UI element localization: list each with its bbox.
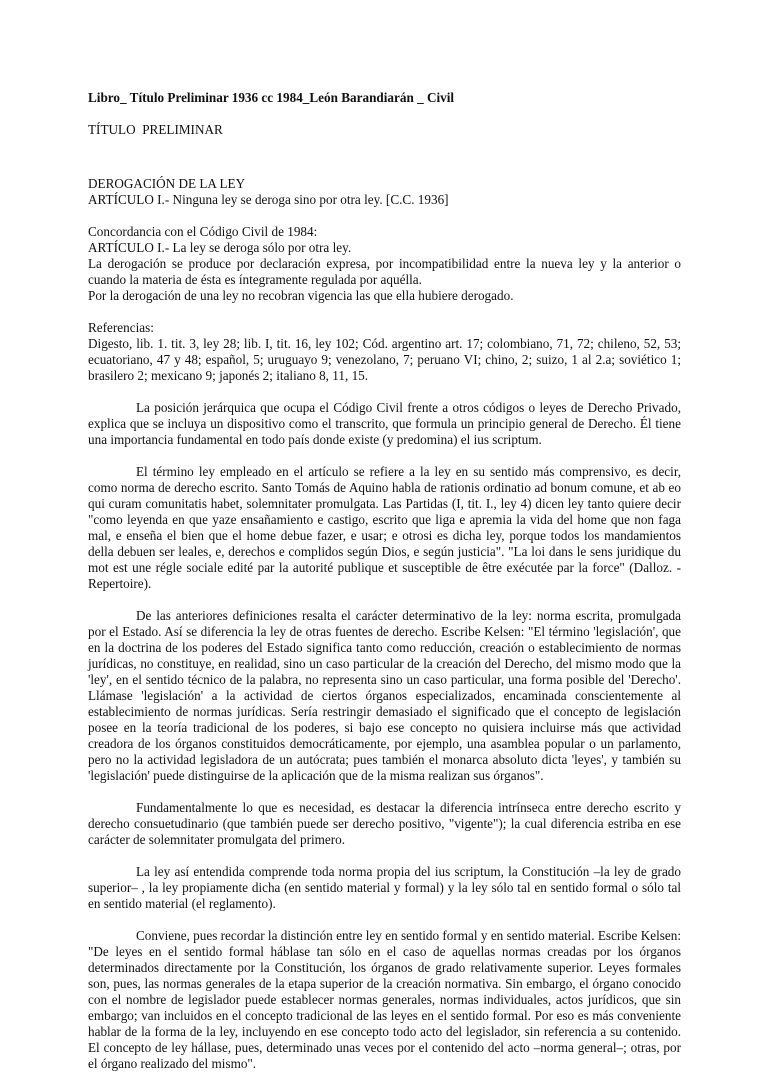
paragraph: De las anteriores definiciones resalta el carácter determinativo de la ley: norma escrita, promulgada por el Estado. Así se diferencia la ley de otras fuentes de derecho. Escribe Kelsen: "El término 'legislación', que en la doctrina de los poderes del Estado significa tanto como reducción, creación o establecimiento de normas jurídicas, no constituye, en realidad, sino un caso particular de la creación del Derecho, del mismo modo que la 'ley', en el sentido técnico de la palabra, no representa sino un caso particular, una forma posible del 'Derecho'. Llámase 'legislación' a la actividad de ciertos órganos especializados, encaminada conscientemente al establecimiento de normas jurídicas. Sería restringir demasiado el significado que el concepto de legislación posee en la teoría tradicional de los poderes, si bajo ese concepto no quisiera incluirse más que actividad creadora de los órganos constituidos democráticamente, por ejemplo, una asamblea popular o un parlamento, pero no la actividad legisladora de un autócrata; pues también el monarca absoluto dicta 'leyes', y también su 'legislación' puede distinguirse de la aplicación que de la misma realizan sus órganos". [88,608,681,783]
article-1936: ARTÍCULO I.- Ninguna ley se deroga sino por otra ley. [C.C. 1936] [88,192,449,207]
concordancia-line-1: La derogación se produce por declaración expresa, por incompatibilidad entre la nueva ley y la anterior o cuando la materia de ésta es íntegramente regulada por aquélla. [88,256,681,287]
paragraph: Fundamentalmente lo que es necesidad, es destacar la diferencia intrínseca entre derecho escrito y derecho consuetudinario (que también puede ser derecho positivo, "vigente"); la cual diferencia estriba en ese carácter de solemnitater promulgata del primero. [88,800,681,847]
concordancia-label: Concordancia con el Código Civil de 1984: [88,224,318,239]
paragraph: Conviene, pues recordar la distinción entre ley en sentido formal y en sentido material. Escribe Kelsen: "De leyes en el sentido formal háblase tan sólo en el caso de aquellas normas creadas por los órganos determinados directamente por la Constitución, los órganos de grado relativamente superior. Leyes formales son, pues, las normas generales de la etapa superior de la creación normativa. Sin embargo, el órgano conocido con el nombre de legislador puede establecer normas generales, normas individuales, actos jurídicos, que sin embargo; van incluidos en el concepto tradicional de las leyes en el sentido formal. Por eso es más conveniente hablar de la forma de la ley, incluyendo en ese concepto todo acto del legislador, sin referencia a su contenido. El concepto de ley hállase, pues, determinado unas veces por el contenido del acto –norma general–; otras, por el órgano realizado del mismo". [88,928,681,1071]
referencias-text: Digesto, lib. 1. tit. 3, ley 28; lib. I, tit. 16, ley 102; Cód. argentino art. 17; colombiano, 71, 72; chileno, 52, 53; ecuatoriano, 47 y 48; español, 5; uruguayo 9; venezolano, 7; peruano VI; chino, 2; suizo, 1 al 2.a; soviético 1; brasilero 2; mexicano 9; japonés 2; italiano 8, 11, 15. [88,336,681,383]
document-heading: TÍTULO PRELIMINAR [88,122,223,137]
section-heading: DEROGACIÓN DE LA LEY [88,176,246,191]
referencias-label: Referencias: [88,320,154,335]
document-page [88,90,681,1088]
paragraph: La ley así entendida comprende toda norma propia del ius scriptum, la Constitución –la ley de grado superior– , la ley propiamente dicha (en sentido material y formal) y la ley sólo tal en sentido formal o sólo tal en sentido material (el reglamento). [88,864,681,911]
paragraph: El término ley empleado en el artículo se refiere a la ley en su sentido más comprensivo, es decir, como norma de derecho escrito. Santo Tomás de Aquino habla de rationis ordinatio ad bonum comune, et ab eo qui curam comunitatis habet, solemnitater promulgata. Las Partidas (I, tit. I., ley 4) dicen ley tanto quiere decir "como leyenda en que yaze ensañamiento e castigo, escrito que liga e apremia la vida del home que non faga mal, e enseña el bien que el home debue fazer, e usar; e otrosi es dicha ley, porque todos los mandamientos della debuen ser leales, e, derechos e complidos según Dios, e según justicia". "La loi dans le sens juridique du mot est une régle sociale edité par la autorité publique et susceptible de être exécutée par la force" (Dalloz. - Repertoire). [88,464,681,591]
paragraph: La posición jerárquica que ocupa el Código Civil frente a otros códigos o leyes de Derecho Privado, explica que se incluya un dispositivo como el transcrito, que formula un principio general de Derecho. Él tiene una importancia fundamental en todo país donde existe (y predomina) el ius scriptum. [88,400,681,447]
document-title: Libro_ Título Preliminar 1936 cc 1984_León Barandiarán _ Civil [88,90,455,105]
concordancia-line-2: Por la derogación de una ley no recobran vigencia las que ella hubiere derogado. [88,288,514,303]
concordancia-article: ARTÍCULO I.- La ley se deroga sólo por otra ley. [88,240,352,255]
